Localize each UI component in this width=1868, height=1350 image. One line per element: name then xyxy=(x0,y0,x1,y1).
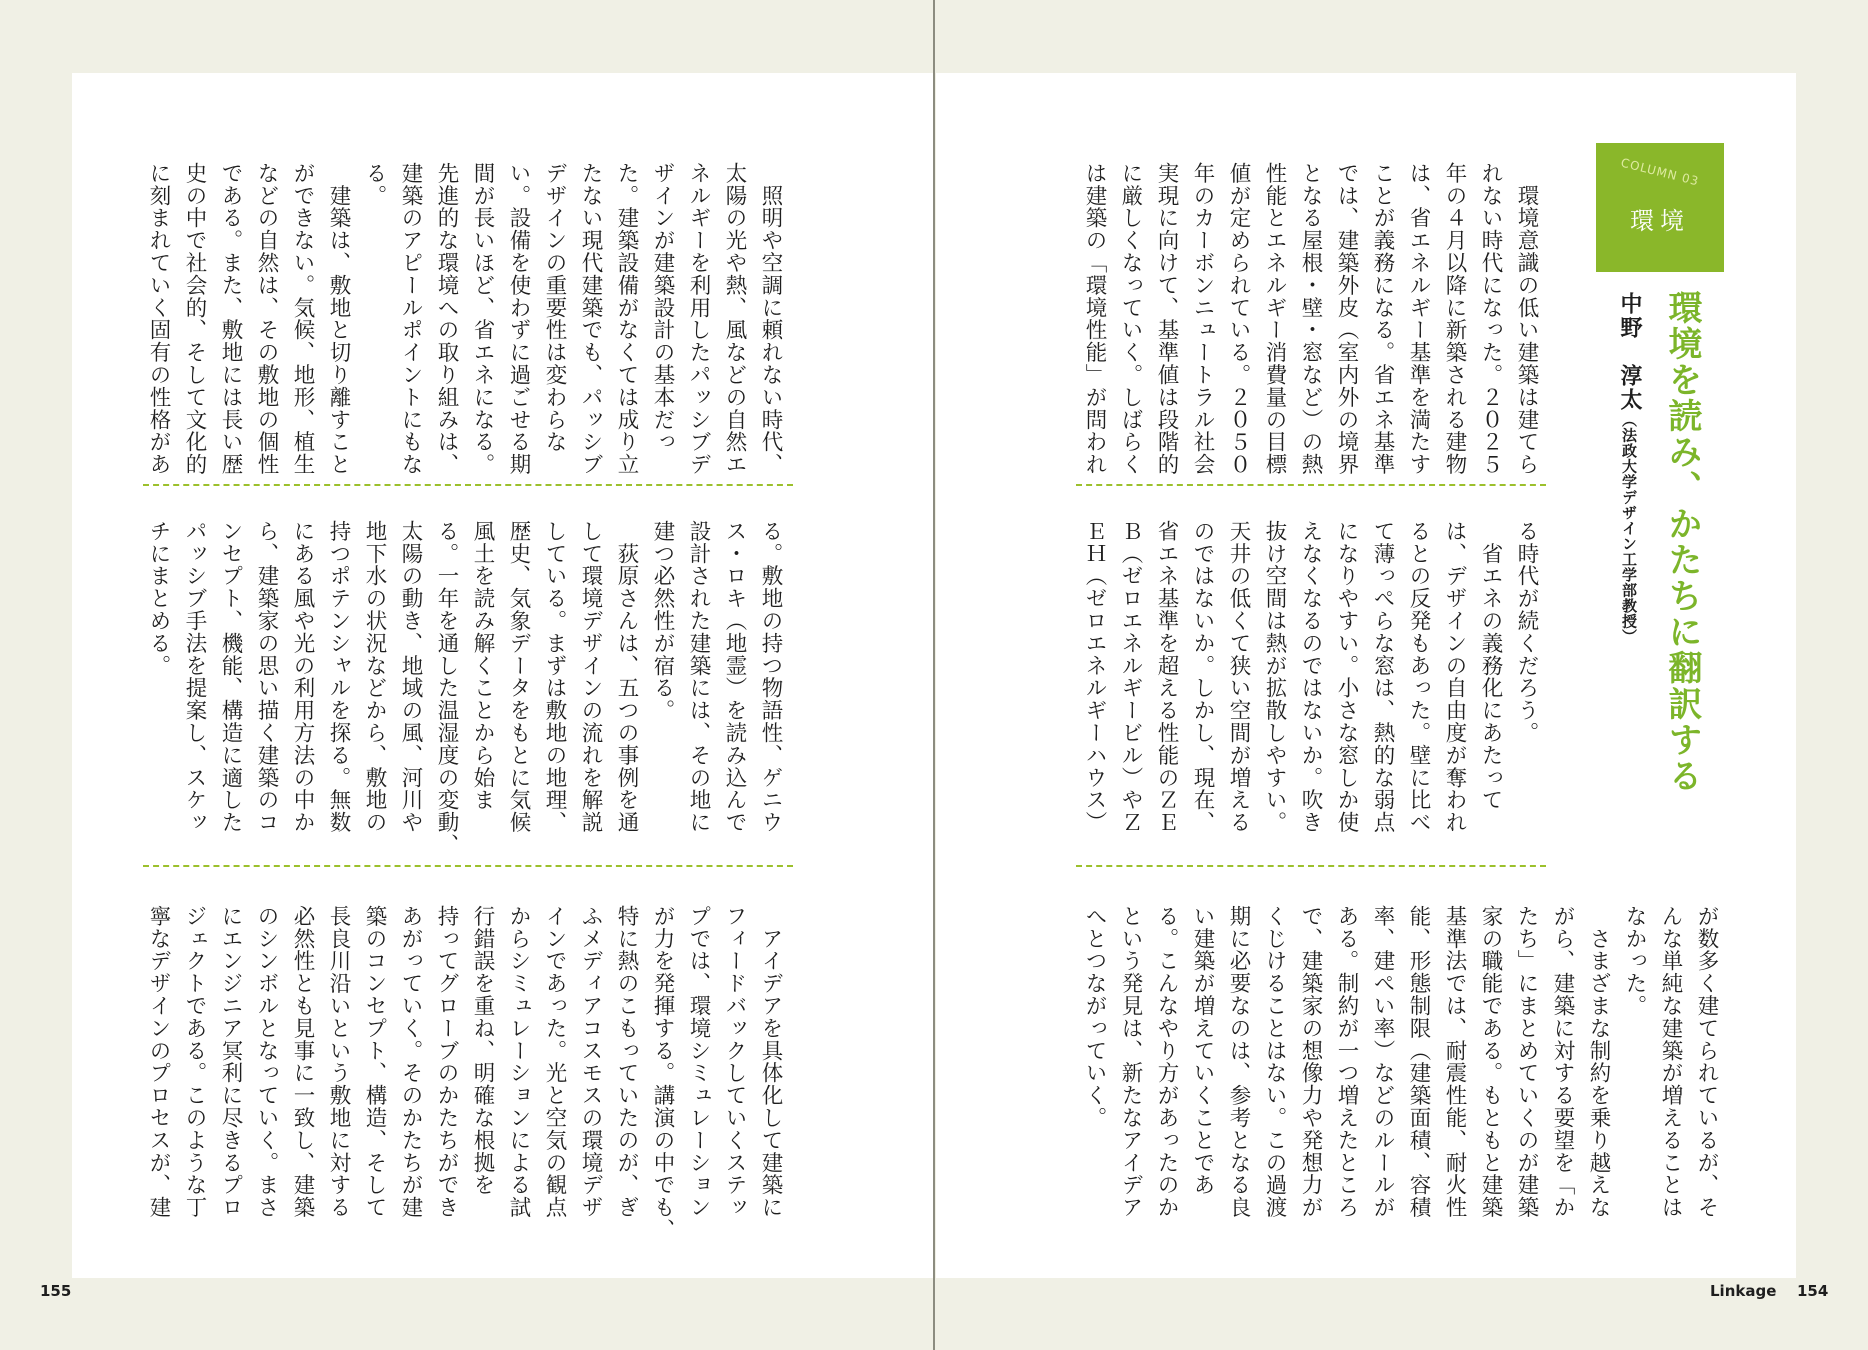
book-spine xyxy=(933,0,935,1350)
author-byline xyxy=(1614,292,1645,645)
left-body-row-2: る。敷地の持つ物語性、ゲニウ ス・ロキ（地霊）を読み込んで 設計された建築には、その地に 建つ必然性が宿る。 荻原さんは、五つの事例を通 して環境デザインの流れを解説 している。まずは敷地の地理、 歴史、気象データをもとに気候 風土を読み解くことから始ま る。一年を通した温湿度の変動、 太陽の動き、地域の風、河川や 地下水の状況などから、敷地の 持つポテンシャルを探る。無数 にある風や光の利用方法の中か ら、建築家の思い描く建築のコ ンセプト、機能、構造に適した パッシブ手法を提案し、スケッ チにまとめる。 xyxy=(146,520,783,856)
left-body-row-3: アイデアを具体化して建築に フィードバックしていくステッ プでは、環境シミュレーション が力を発揮する。講演の中でも、 特に熱のこもっていたのが、ぎ ふメディアコスモスの環境デザ インであった。光と空気の観点 からシミュレーションによる試 行錯誤を重ね、明確な根拠を 持ってグローブのかたちができ あがっていく。そのかたちが建 築のコンセプト、構造、そして 長良川沿いという敷地に対する 必然性とも見事に一致し、建築 のシンボルとなっていく。まさ にエンジニア冥利に尽きるプロ ジェクトである。このような丁 寧なデザインのプロセスが、建 xyxy=(146,905,783,1241)
left-page-number: 155 xyxy=(40,1282,72,1300)
column-title: 環境を読み、かたちに翻訳する xyxy=(1662,290,1702,794)
left-divider-1 xyxy=(143,484,793,486)
right-divider-2 xyxy=(1076,865,1546,867)
right-page-number: 154 xyxy=(1797,1282,1829,1300)
right-body-row-3: が数多く建てられているが、そ んな単純な建築が増えることは なかった。 さまざまな制約を乗り越えな がら、建築に対する要望を「か たち」にまとめていくのが建築 家の職能である。もともと建築 基準法では、耐震性能、耐火性 能、形態制限（建築面積、容積 率、建ぺい率）などのルールが ある。制約が一つ増えたところ で、建築家の想像力や発想力が くじけることはない。この過渡 期に必要なのは、参考となる良 い建築が増えていくことであ る。こんなやり方があったのか という発見は、新たなアイデア へとつながっていく。 xyxy=(1082,905,1719,1219)
author-name: 中野 淳太 xyxy=(1617,292,1642,412)
left-divider-2 xyxy=(143,865,793,867)
right-divider-1 xyxy=(1076,484,1546,486)
column-topic: 環境 xyxy=(1630,207,1690,235)
column-label: COLUMN 03 xyxy=(1619,155,1701,189)
running-head: Linkage xyxy=(1710,1282,1777,1300)
right-body-row-1: 環境意識の低い建築は建てら れない時代になった。２０２５ 年の４月以降に新築される建物 は、省エネルギー基準を満たす ことが義務になる。省エネ基準 では、建築外皮（室内外の境界 となる屋根・壁・窓など）の熱 性能とエネルギー消費量の目標 値が定められている。２０５０ 年のカーボンニュートラル社会 実現に向けて、基準値は段階的 に厳しくなっていく。しばらく は建築の「環境性能」が問われ xyxy=(1082,162,1539,476)
column-badge xyxy=(1596,143,1724,272)
right-body-row-2: る時代が続くだろう。 省エネの義務化にあたって は、デザインの自由度が奪われ るとの反発もあった。壁に比べ て薄っぺらな窓は、熱的な弱点 になりやすい。小さな窓しか使 えなくなるのではないか。吹き 抜け空間は熱が拡散しやすい。 天井の低くて狭い空間が増える のではないか。しかし、現在、 省エネ基準を超える性能のＺＥ Ｂ（ゼロエネルギービル）やＺ ＥＨ（ゼロエネルギーハウス） xyxy=(1082,520,1539,834)
left-body-row-1: 照明や空調に頼れない時代、 太陽の光や熱、風などの自然エ ネルギーを利用したパッシブデ ザインが建築設計の基本だっ た。建築設備がなくては成り立 たない現代建築でも、パッシブ デザインの重要性は変わらな い。設備を使わずに過ごせる期 間が長いほど、省エネになる。 先進的な環境への取り組みは、 建築のアピールポイントにもな る。 建築は、敷地と切り離すこと ができない。気候、地形、植生 などの自然は、その敷地の個性 である。また、敷地には長い歴 史の中で社会的、そして文化的 に刻まれていく固有の性格があ xyxy=(146,162,783,476)
author-affiliation: （法政大学デザイン工学部教授） xyxy=(1620,412,1638,645)
